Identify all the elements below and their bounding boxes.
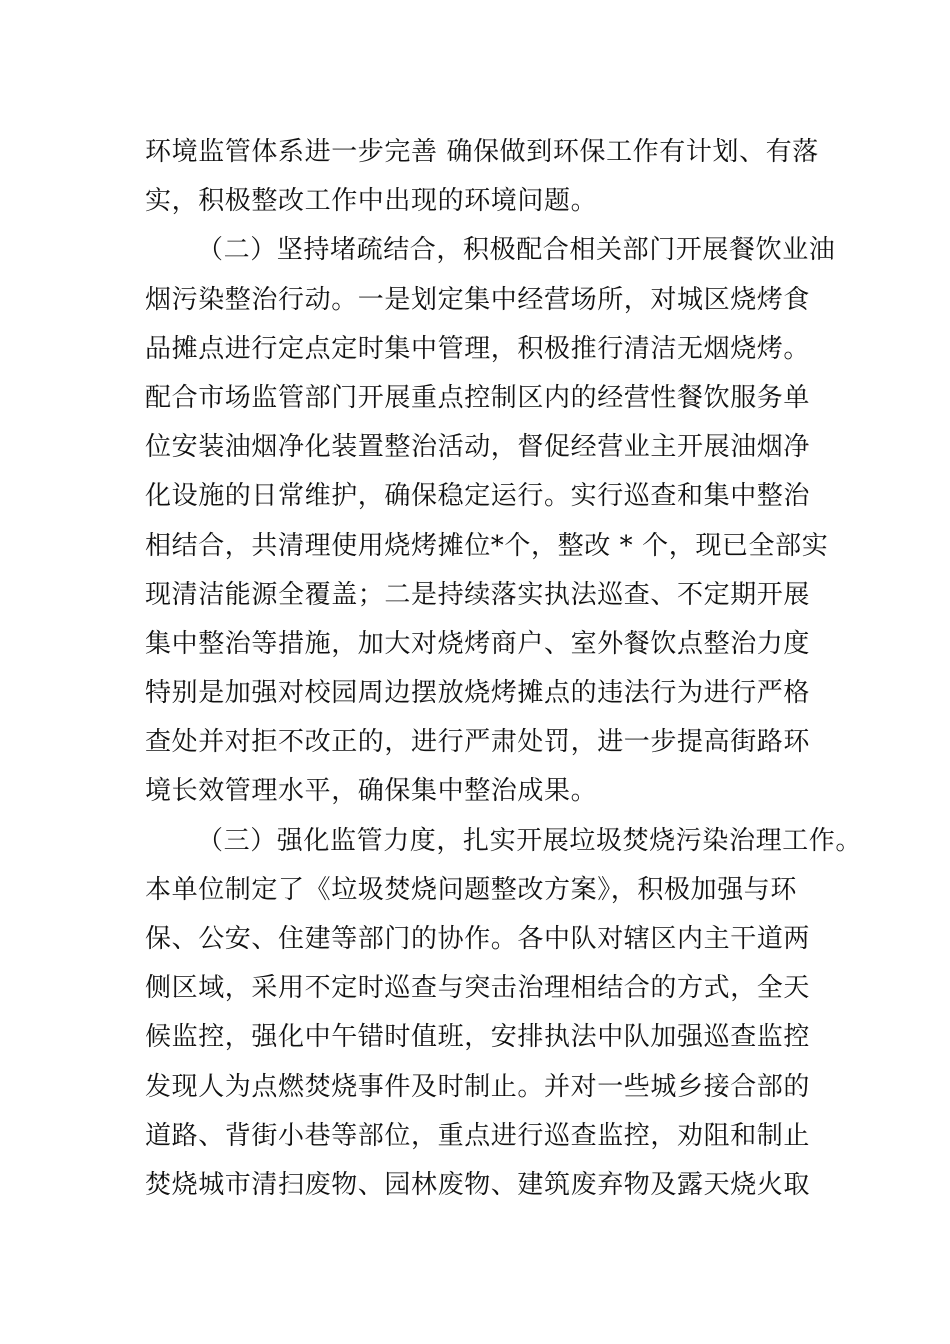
text-line: 特别是加强对校园周边摆放烧烤摊点的违法行为进行严格 — [145, 678, 811, 709]
text-line: 侧区域，采用不定时巡查与突击治理相结合的方式，全天 — [145, 973, 811, 1004]
text-line: 候监控，强化中午错时值班，安排执法中队加强巡查监控 — [145, 1022, 811, 1053]
text-line: 本单位制定了《垃圾焚烧问题整改方案》，积极加强与环 — [145, 874, 798, 905]
text-line: 位安装油烟净化装置整治活动，督促经营业主开展油烟净 — [145, 432, 811, 463]
text-line: 实，积极整改工作中出现的环境问题。 — [145, 186, 598, 217]
section-heading-line: （三）强化监管力度，扎实开展垃圾焚烧污染治理工作。 — [197, 825, 863, 856]
text-line: 查处并对拒不改正的，进行严肃处罚，进一步提高街路环 — [145, 727, 811, 758]
text-line: 焚烧城市清扫废物、园林废物、建筑废弃物及露天烧火取 — [145, 1169, 811, 1200]
section-heading-line: （二）坚持堵疏结合，积极配合相关部门开展餐饮业油 — [197, 235, 836, 266]
text-line: 烟污染整治行动。一是划定集中经营场所，对城区烧烤食 — [145, 284, 811, 315]
text-line: 发现人为点燃焚烧事件及时制止。并对一些城乡接合部的 — [145, 1071, 811, 1102]
text-line: 集中整治等措施，加大对烧烤商户、室外餐饮点整治力度 — [145, 628, 811, 659]
text-line: 相结合，共清理使用烧烤摊位*个，整改 * 个，现已全部实 — [145, 530, 829, 561]
text-line: 境长效管理水平，确保集中整治成果。 — [145, 776, 598, 807]
text-line: 化设施的日常维护，确保稳定运行。实行巡查和集中整治 — [145, 481, 811, 512]
text-line: 环境监管体系进一步完善 确保做到环保工作有计划、有落 — [145, 137, 819, 167]
text-line: 现清洁能源全覆盖；二是持续落实执法巡查、不定期开展 — [145, 579, 811, 610]
text-line: 品摊点进行定点定时集中管理，积极推行清洁无烟烧烤。 — [145, 333, 811, 364]
text-line: 配合市场监管部门开展重点控制区内的经营性餐饮服务单 — [145, 382, 811, 413]
text-line: 保、公安、住建等部门的协作。各中队对辖区内主干道两 — [145, 924, 811, 954]
text-line: 道路、背街小巷等部位，重点进行巡查监控，劝阻和制止 — [145, 1120, 811, 1151]
body-text — [145, 128, 863, 1210]
